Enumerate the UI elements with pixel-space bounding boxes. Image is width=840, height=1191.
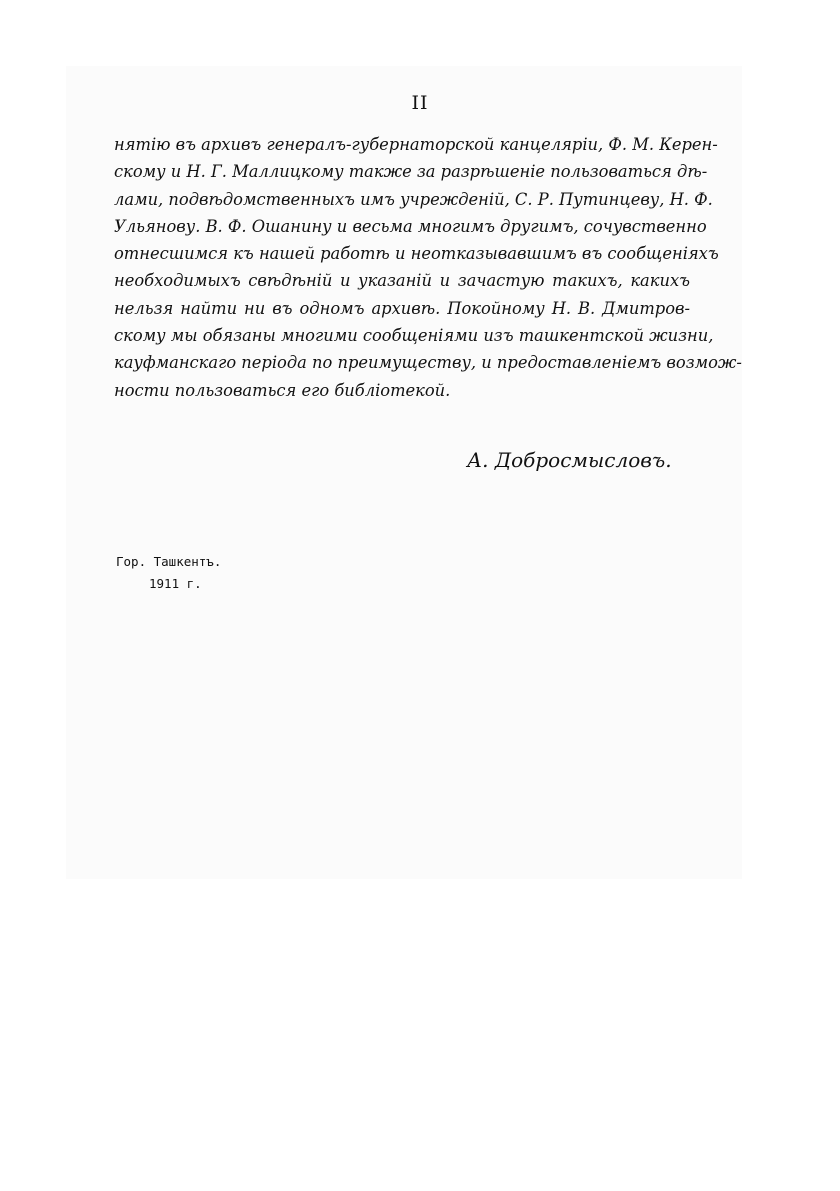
text-line: скому и Н. Г. Маллицкому также за разрѣшеніе пользоваться дѣ- [114,162,708,182]
author-signature: А. Добросмысловъ. [467,448,672,472]
body-text [114,131,742,404]
text-line: нельзя найти ни въ одномъ архивѣ. Покойному Н. В. Дмитров- [114,298,690,318]
text-line: ности пользоваться его библіотекой. [114,380,451,400]
text-line: отнесшимся къ нашей работѣ и неотказывавшимъ въ сообщеніяхъ [114,244,719,264]
year-line: 1911 г. [149,576,202,591]
text-line: лами, подвѣдомственныхъ имъ учрежденій, С. Р. Путинцеву, Н. Ф. [114,189,713,209]
text-line: нятію въ архивъ генералъ-губернаторской канцеляріи, Ф. М. Керен- [114,135,718,154]
place-line: Гор. Ташкентъ. [116,554,222,569]
text-line: скому мы обязаны многими сообщеніями изъ ташкентской жизни, [114,326,714,346]
text-line: кауфманскаго періода по преимуществу, и предоставленіемъ возмож- [114,353,742,373]
page-number: II [411,92,429,114]
text-line: Ульянову. В. Ф. Ошанину и весьма многимъ другимъ, сочувственно [114,216,707,236]
text-line: необходимыхъ свѣдѣній и указаній и зачастую такихъ, какихъ [114,271,690,291]
